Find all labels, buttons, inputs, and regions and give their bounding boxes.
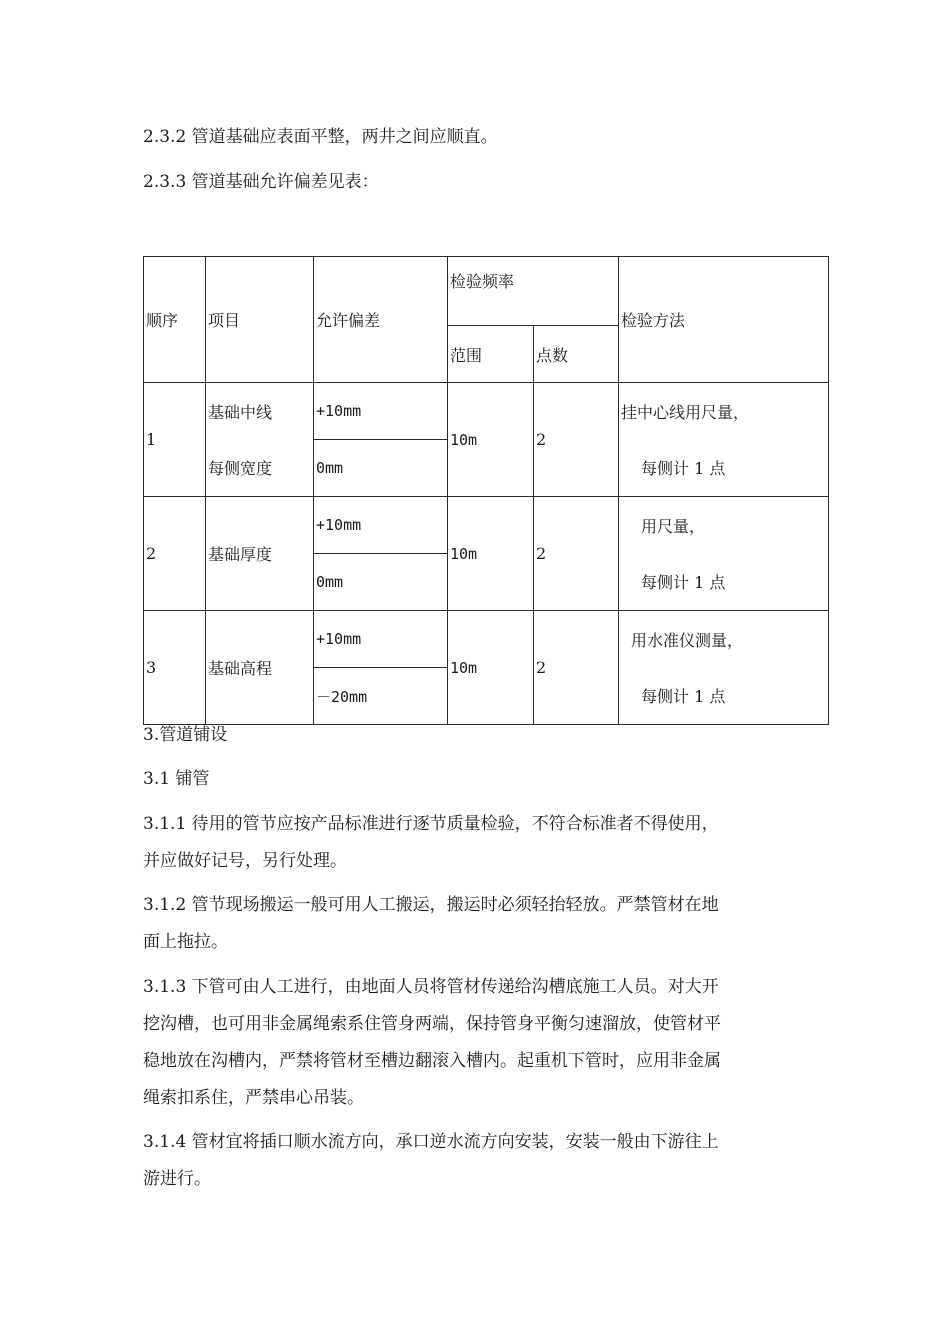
- row2-item: 基础厚度: [206, 497, 314, 611]
- row2-seq: 2: [144, 497, 206, 611]
- paragraph-2-3-2: 2.3.2 管道基础应表面平整，两井之间应顺直。: [143, 127, 498, 147]
- row1-item-line1: 基础中线: [208, 402, 273, 422]
- row1-method-line1: 挂中心线用尺量，: [621, 402, 750, 422]
- heading-3-1: 3.1 铺管: [143, 769, 210, 789]
- row1-method-line2: 每侧计 1 点: [641, 459, 726, 479]
- row1-tol-lower: 0mm: [314, 440, 448, 497]
- row1-item-line2: 每侧宽度: [208, 459, 273, 479]
- table-row: [144, 383, 829, 440]
- row3-method-line1: 用水准仪测量，: [631, 630, 744, 650]
- header-points: 点数: [534, 326, 619, 383]
- paragraph-3-1-4-line1: 3.1.4 管材宜将插口顺水流方向，承口逆水流方向安装，安装一般由下游往上: [143, 1132, 719, 1152]
- row1-seq: 1: [144, 383, 206, 497]
- row3-range: 10m: [448, 611, 534, 725]
- row3-method: [619, 611, 829, 725]
- heading-3: 3.管道铺设: [143, 725, 228, 745]
- row2-tol-lower: 0mm: [314, 554, 448, 611]
- paragraph-2-3-3: 2.3.3 管道基础允许偏差见表：: [143, 172, 379, 192]
- header-range: 范围: [448, 326, 534, 383]
- row2-points: 2: [534, 497, 619, 611]
- paragraph-3-1-3-line2: 挖沟槽，也可用非金属绳索系住管身两端，保持管身平衡匀速溜放，使管材平: [143, 1014, 721, 1034]
- row2-range: 10m: [448, 497, 534, 611]
- paragraph-3-1-1-line2: 并应做好记号，另行处理。: [143, 851, 347, 871]
- table-row: [144, 497, 829, 554]
- paragraph-3-1-2-line1: 3.1.2 管节现场搬运一般可用人工搬运，搬运时必须轻抬轻放。严禁管材在地: [143, 895, 719, 915]
- row1-item: [206, 383, 314, 497]
- row1-points: 2: [534, 383, 619, 497]
- paragraph-3-1-3-line3: 稳地放在沟槽内，严禁将管材至槽边翻滚入槽内。起重机下管时，应用非金属: [143, 1051, 721, 1071]
- row3-tol-upper: +10mm: [314, 611, 448, 668]
- row2-method-line1: 用尺量，: [641, 516, 706, 536]
- row3-tol-lower: －20mm: [314, 668, 448, 725]
- header-tolerance: 允许偏差: [314, 257, 448, 383]
- row2-method-line2: 每侧计 1 点: [641, 573, 726, 593]
- paragraph-3-1-2-line2: 面上拖拉。: [143, 932, 228, 952]
- foundation-tolerance-table: [143, 256, 829, 725]
- header-item: 项目: [206, 257, 314, 383]
- header-method: 检验方法: [619, 257, 829, 383]
- row1-tol-upper: +10mm: [314, 383, 448, 440]
- row2-tol-upper: +10mm: [314, 497, 448, 554]
- row3-item: 基础高程: [206, 611, 314, 725]
- paragraph-3-1-4-line2: 游进行。: [143, 1169, 211, 1189]
- table-header-row: [144, 257, 829, 326]
- paragraph-3-1-3-line4: 绳索扣系住，严禁串心吊装。: [143, 1088, 364, 1108]
- row3-points: 2: [534, 611, 619, 725]
- row1-range: 10m: [448, 383, 534, 497]
- row3-seq: 3: [144, 611, 206, 725]
- header-frequency: 检验频率: [448, 257, 619, 326]
- row1-method: [619, 383, 829, 497]
- row2-method: [619, 497, 829, 611]
- table-row: [144, 611, 829, 668]
- header-seq: 顺序: [144, 257, 206, 383]
- row3-method-line2: 每侧计 1 点: [641, 687, 726, 707]
- paragraph-3-1-1-line1: 3.1.1 待用的管节应按产品标准进行逐节质量检验，不符合标准者不得使用，: [143, 814, 719, 834]
- paragraph-3-1-3-line1: 3.1.3 下管可由人工进行，由地面人员将管材传递给沟槽底施工人员。对大开: [143, 977, 719, 997]
